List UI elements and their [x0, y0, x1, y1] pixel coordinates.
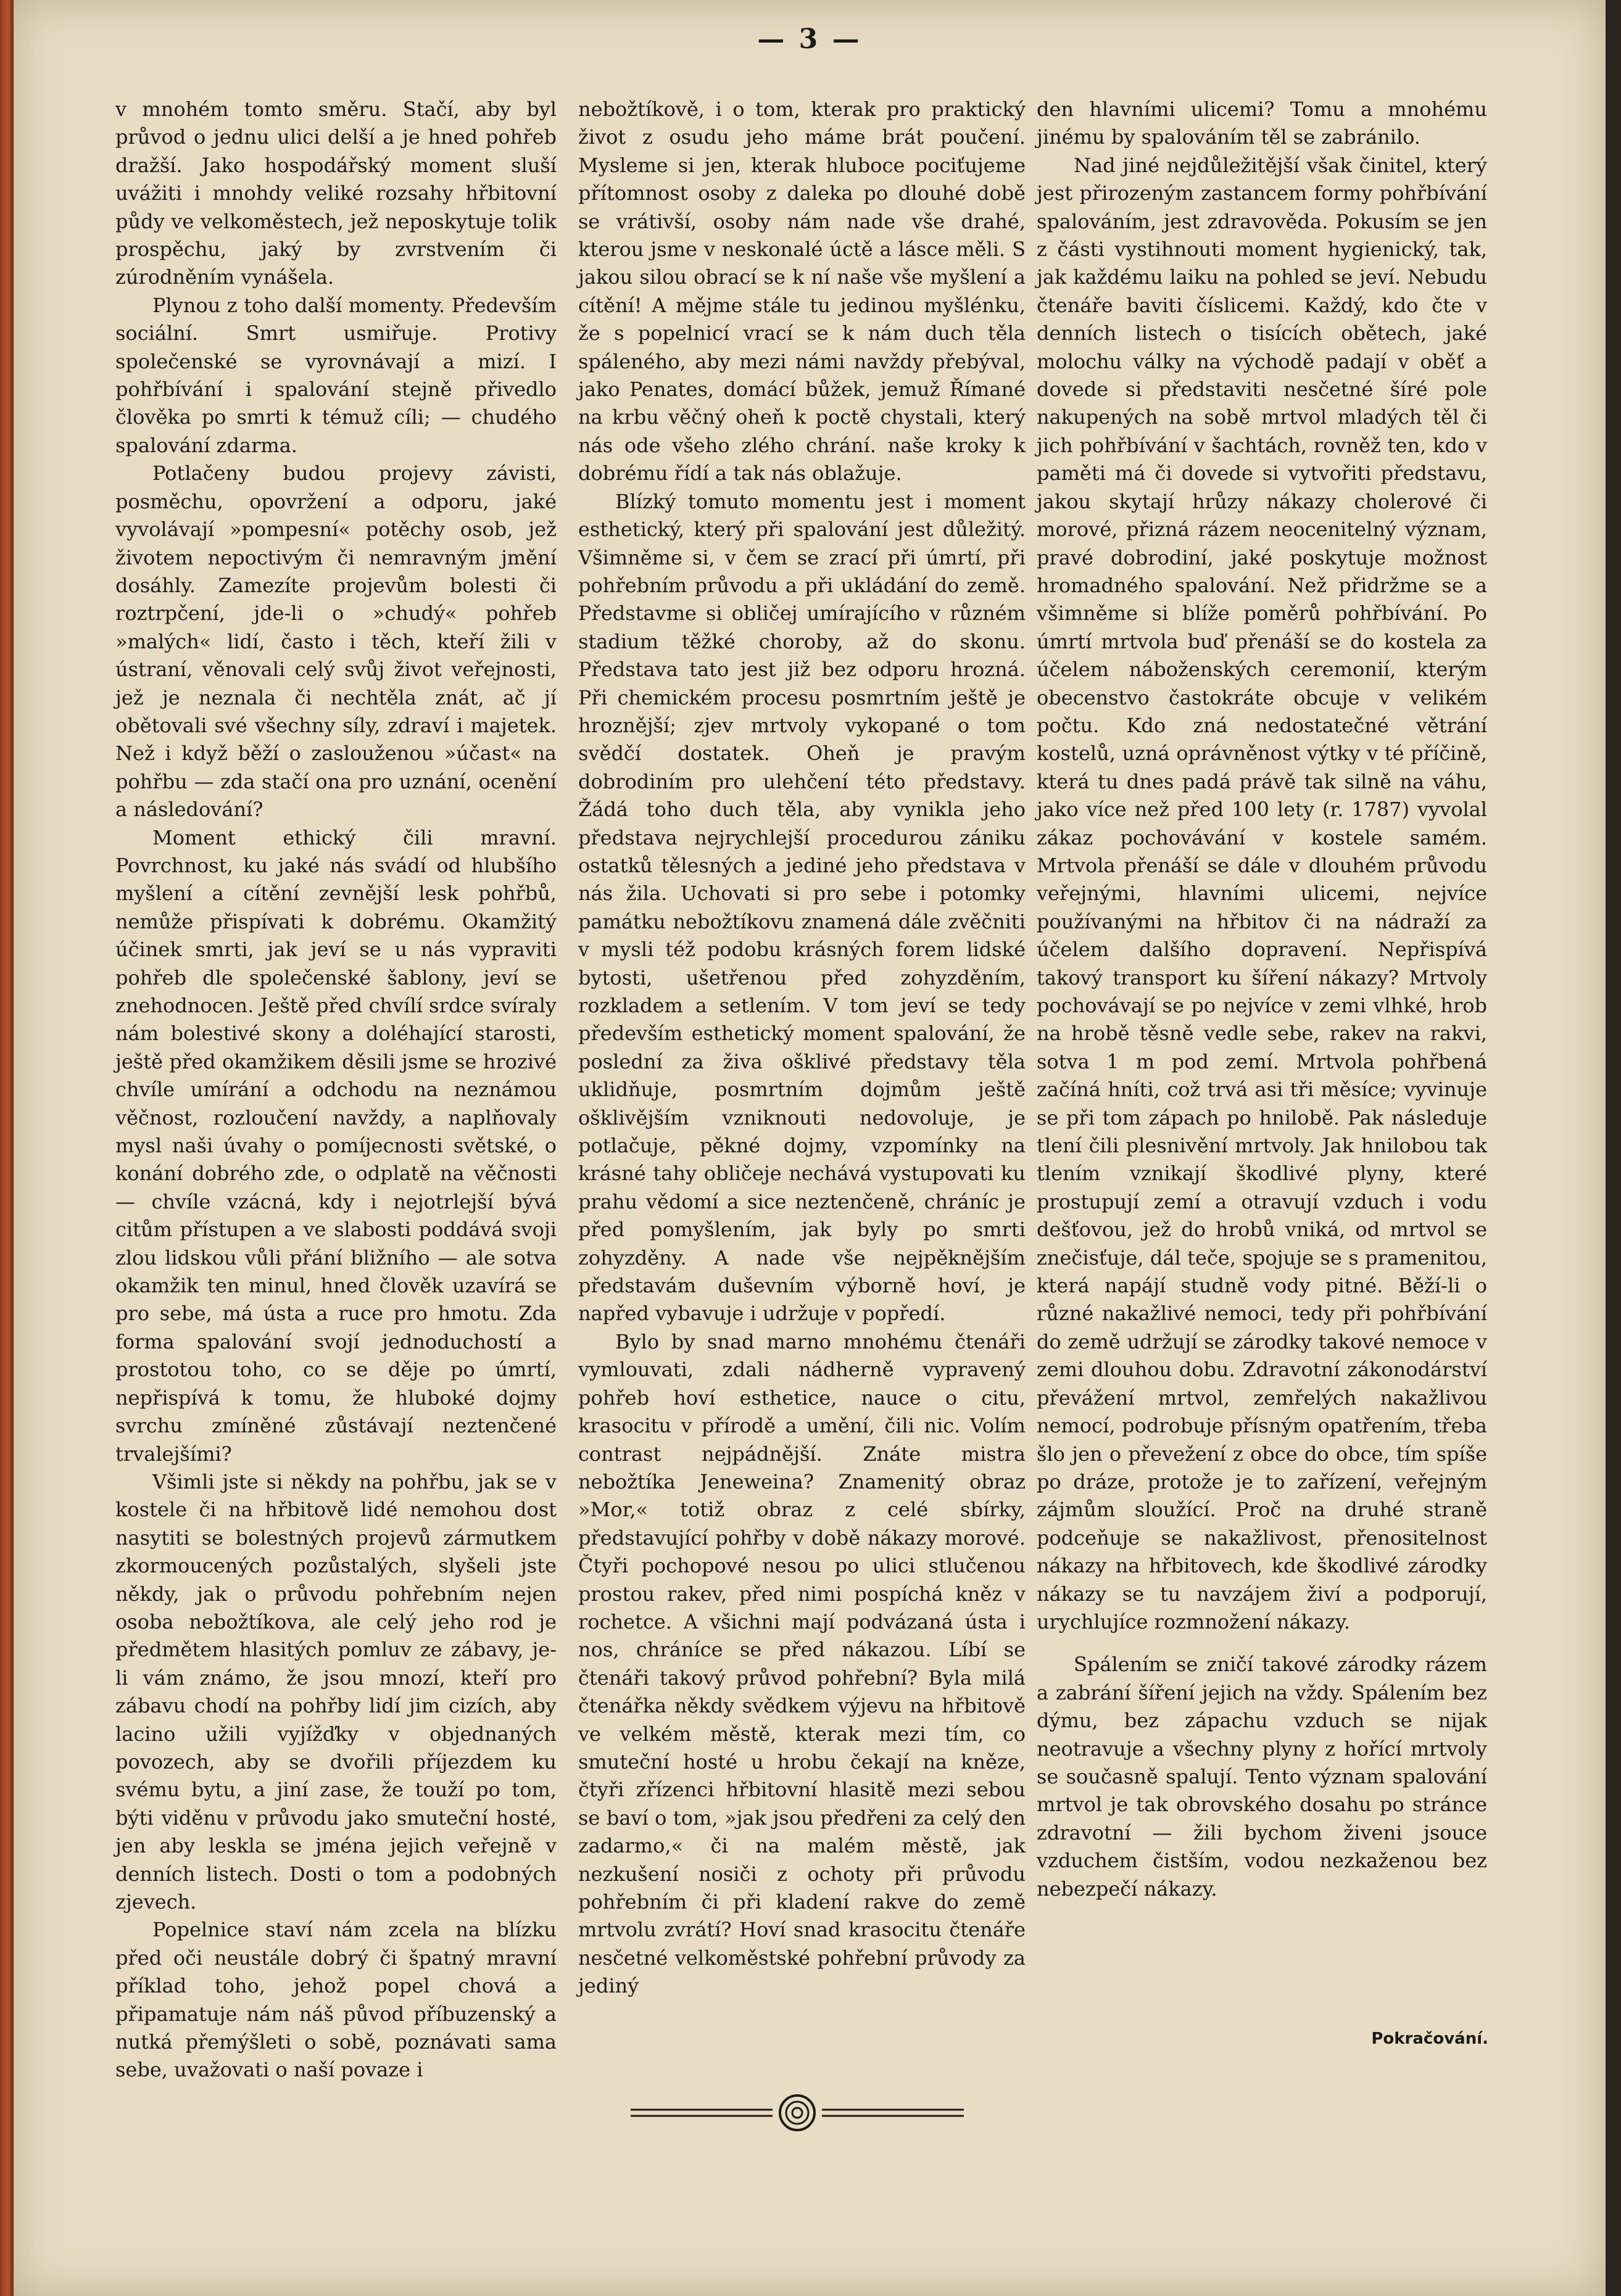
paragraph: v mnohém tomto směru. Stačí, aby byl průvod o jednu ulici delší a je hned pohřeb dražší. Jako hospodářský moment sluší uvážiti i mnohdy veliké rozsahy hřbitovní půdy ve velkoměstech, jež neposkytuje tolik prospěchu, jaký by zvrstvením či zúrodněním vynášela.: [115, 97, 557, 289]
paragraph: Všimli jste si někdy na pohřbu, jak se v kostele či na hřbitově lidé nemohou dost nasytiti se bolestných projevů zármutkem zkormoucených pozůstalých, slyšeli jste někdy, jak o průvodu pohřebním nejen osoba nebožtíkova, ale celý jeho rod je předmětem hlasitých pomluv ze zábavy, je-li vám známo, že jsou mnozí, kteří pro zábavu chodí na pohřby lidí jim cizích, aby lacino užili vyjížďky v objednaných povozech, aby se dvořili příjezdem ku svému bytu, a jiní zase, že touží po tom, býti viděnu v průvodu jako smuteční hosté, jen aby leskla se jména jejich veřejně v denních listech. Dosti o tom a podobných zjevech.: [115, 1469, 557, 1914]
continued-label: Pokračování.: [1371, 2030, 1488, 2048]
ornament-icon: [631, 2091, 964, 2134]
paragraph: nebožtíkově, i o tom, kterak pro praktický život z osudu jeho máme brát poučení. Mysleme si jen, kterak hluboce pociťujeme přítomnost osoby z daleka po dlouhé době se vrátivší, osoby nám nade vše drahé, kterou jsme v neskonalé úctě a lásce měli. S jakou silou obrací se k ní naše vše myšlení a cítění! A mějme stále tu jedinou myšlénku, že s popelnicí vrací se k nám duch těla spáleného, aby mezi námi navždy přebýval, jako Penates, domácí bůžek, jemuž Římané na krbu věčný oheň k poctě chystali, který nás ode všeho zlého chrání. naše kroky k dobrému řídí a tak nás oblažuje.: [578, 97, 1026, 485]
newspaper-page: [14, 0, 1606, 2296]
page-edge-strip: [0, 0, 14, 2296]
paragraph: Potlačeny budou projevy závisti, posměchu, opovržení a odporu, jaké vyvolávají »pompesní« potěchy osob, jež životem nepoctivým či nemravným jmění dosáhly. Zamezíte projevům bolesti či roztrpčení, jde-li o »chudý« pohřeb »malých« lidí, často i těch, kteří žili v ústraní, věnovali celý svůj život veřejnosti, jež je neznala či nechtěla znát, ač jí obětovali své všechny síly, zdraví i majetek. Než i když běží o zaslouženou »účast« na pohřbu — zda stačí ona pro uznání, ocenění a následování?: [115, 461, 557, 822]
paragraph: Moment ethický čili mravní. Povrchnost, ku jaké nás svádí od hlubšího myšlení a cítění zevnější lesk pohřbů, nemůže přispívati k dobrému. Okamžitý účinek smrti, jak jeví se u nás vypraviti pohřeb dle společenské šablony, jeví se znehodnocen. Ještě před chvílí srdce svíraly nám bolestivé skony a doléhající starosti, ještě před okamžikem děsili jsme se hrozivé chvíle umírání a odchodu na neznámou věčnost, rozloučení navždy, a naplňovaly mysl naši úvahy o pomíjecnosti světské, o konání dobrého zde, o odplatě na věčnosti — chvíle vzácná, kdy i nejotrlejší bývá citům přístupen a ve slabosti poddává svoji zlou lidskou vůli přání bližního — ale sotva okamžik ten minul, hned člověk uzavírá se pro sebe, má ústa a ruce pro hmotu. Zda forma spalování svojí jednoduchostí a prostotou toho, co se děje po úmrtí, nepřispívá k tomu, že hluboké dojmy svrchu zmíněné zůstávají neztenčené trvalejšími?: [115, 825, 557, 1466]
paragraph: Bylo by snad marno mnohému čtenáři vymlouvati, zdali nádherně vypravený pohřeb hoví esthetice, nauce o citu, krasocitu v přírodě a umění, čili nic. Volím contrast nejpádnější. Znáte mistra nebožtíka Jeneweina? Znamenitý obraz »Mor,« totiž obraz z celé sbírky, představující pohřby v době nákazy morové. Čtyři pochopové nesou po ulici stlučenou prostou rakev, před nimi pospíchá kněz v rochetce. A všichni mají podvázaná ústa i nos, chráníce se před nákazou. Líbí se čtenáři takový průvod pohřební? Byla milá čtenářka někdy svědkem výjevu na hřbitově ve velkém městě, kterak mezi tím, co smuteční hosté u hrobu čekají na kněze, čtyři zřízenci hřbitovní hlasitě mezi sebou se baví o tom, »jak jsou předřeni za celý den zadarmo,« či na malém městě, jak nezkušení nosiči z ochoty při průvodu pohřebním či při kladení rakve do země mrtvolu zvrátí? Hoví snad krasocitu čtenáře nesčetné velkoměstské pohřební průvody za jediný: [578, 1329, 1026, 1998]
paragraph: Spálením se zničí takové zárodky rázem a zabrání šíření jejich na vždy. Spálením bez dýmu, bez zápachu vzduch se nijak neotravuje a všechny plyny z hořící mrtvoly se současně spalují. Tento význam spalování mrtvol je tak obrovského dosahu po stránce zdravotní — žili bychom živeni jsouce vzduchem čistším, vodou nezkaženou bez nebezpečí nákazy.: [1037, 1653, 1487, 1901]
text-column-3: [1037, 96, 1487, 1996]
paragraph: Plynou z toho další momenty. Především sociální. Smrt usmiřuje. Protivy společenské se vyrovnávají a mizí. I pohřbívání i spalování stejně přivedlo člověka po smrti k témuž cíli; — chudého spalování zdarma.: [115, 293, 557, 457]
text-column-2: [578, 96, 1026, 1996]
paragraph: den hlavními ulicemi? Tomu a mnohému jinému by spalováním těl se zabránilo.: [1037, 97, 1487, 149]
paragraph: Nad jiné nejdůležitější však činitel, který jest přirozeným zastancem formy pohřbívání spalováním, jest zdravověda. Pokusím se jen z části vystihnouti moment hygienický, tak, jak každému laiku na pohled se jeví. Nebudu čtenáře baviti číslicemi. Každý, kdo čte v denních listech o tisících obětech, jaké molochu války na východě padají v oběť a dovede si představiti nesčetné šíré pole nakupených na sobě mrtvol mladých těl či jich pohřbívání v šachtách, rovněž ten, kdo v paměti má či dovede si vytvořiti představu, jakou skytají hrůzy nákazy cholerové či morové, přizná rázem neocenitelný význam, pravé dobrodiní, jaké poskytuje možnost hromadného spalování. Než přidržme se a všimněme si blíže poměrů pohřbívání. Po úmrtí mrtvola buď přenáší se do kostela za účelem náboženských ceremonií, kterým obecenstvo častokráte obcuje v velikém počtu. Kdo zná nedostatečné větrání kostelů, uzná oprávněnost výtky v té příčině, která tu dnes padá právě tak silně na váhu, jako více než před 100 lety (r. 1787) vyvolal zákaz pochovávání v kostele samém. Mrtvola přenáší se dále v dlouhém průvodu veřejnými, hlavními ulicemi, nejvíce používanými na hřbitov či na nádraží za účelem dalšího dopravení. Nepřispívá takový transport ku šíření nákazy? Mrtvoly pochovávají se po nejvíce v zemi vlhké, hrob na hrobě těsně vedle sebe, rakev na rakvi, sotva 1 m pod zemí. Mrtvola pohřbená začíná hníti, což trvá asi tři měsíce; vyvinuje se při tom zápach po hnilobě. Pak následuje tlení čili plesnivění mrtvoly. Jak hnilobou tak tlením vznikají škodlivé plyny, které prostupují zemí a otravují vzduch i vodu dešťovou, jež do hrobů vniká, od mrtvol se znečisťuje, dál teče, spojuje se s pramenitou, která napájí studně vody pitné. Běží-li o různé nakažlivé nemoci, tedy při pohřbívání do země udržují se zárodky takové nemoce v zemi dlouhou dobu. Zdravotní zákonodárství převážení mrtvol, zemřelých nakažlivou nemocí, podrobuje přísným opatřením, třeba šlo jen o převežení z obce do obce, tím spíše po dráze, protože je to zařízení, veřejným zájmům sloužící. Proč na druhé straně podceňuje se nakažlivost, přenositelnost nákazy na hřbitovech, kde škodlivé zárodky nákazy se tu navzájem živí a podporují, urychlujíce rozmnožení nákazy.: [1037, 153, 1487, 1633]
text-column-1: [115, 96, 557, 2082]
paragraph: Blízký tomuto momentu jest i moment esthetický, který při spalování jest důležitý. Všimněme si, v čem se zrací při úmrtí, při pohřebním průvodu a při ukládání do země. Představme si obličej umírajícího v různém stadium těžké choroby, až do skonu. Představa tato jest již bez odporu hrozná. Při chemickém procesu posmrtním ještě je hroznější; zjev mrtvoly vykopané o tom svědčí dostatek. Oheň je pravým dobrodiním pro ulehčení této představy. Žádá toho duch těla, aby vynikla jeho představa nejrychlejší procedurou zániku ostatků tělesných a jediné jeho představa v nás žila. Uchovati si pro sebe i potomky památku nebožtíkovu znamená dále zvěčniti v mysli též podobu krásných forem lidské bytosti, ušetřenou před zohyzděním, rozkladem a setlením. V tom jeví se tedy především esthetický moment spalování, že poslední za živa ošklivé představy těla uklidňuje, posmrtním dojmům ještě ošklivějším vzniknouti nedovoluje, je potlačuje, pěkné dojmy, vzpomínky na krásné tahy obličeje nechává vystupovati ku prahu vědomí a sice neztenčeně, chráníc je před pomyšlením, jak byly po smrti zohyzděny. A nade vše nejpěknějším představám duševním výborně hoví, je napřed vybavuje i udržuje v popředí.: [578, 489, 1026, 1326]
page-number: — 3 —: [757, 23, 862, 55]
paragraph: Popelnice staví nám zcela na blízku před oči neustále dobrý či špatný mravní příklad toho, jehož popel chová a připamatuje nám náš původ příbuzenský a nutká přemýšleti o sobě, poznávati sama sebe, uvažovati o naší povaze i: [115, 1918, 557, 2082]
